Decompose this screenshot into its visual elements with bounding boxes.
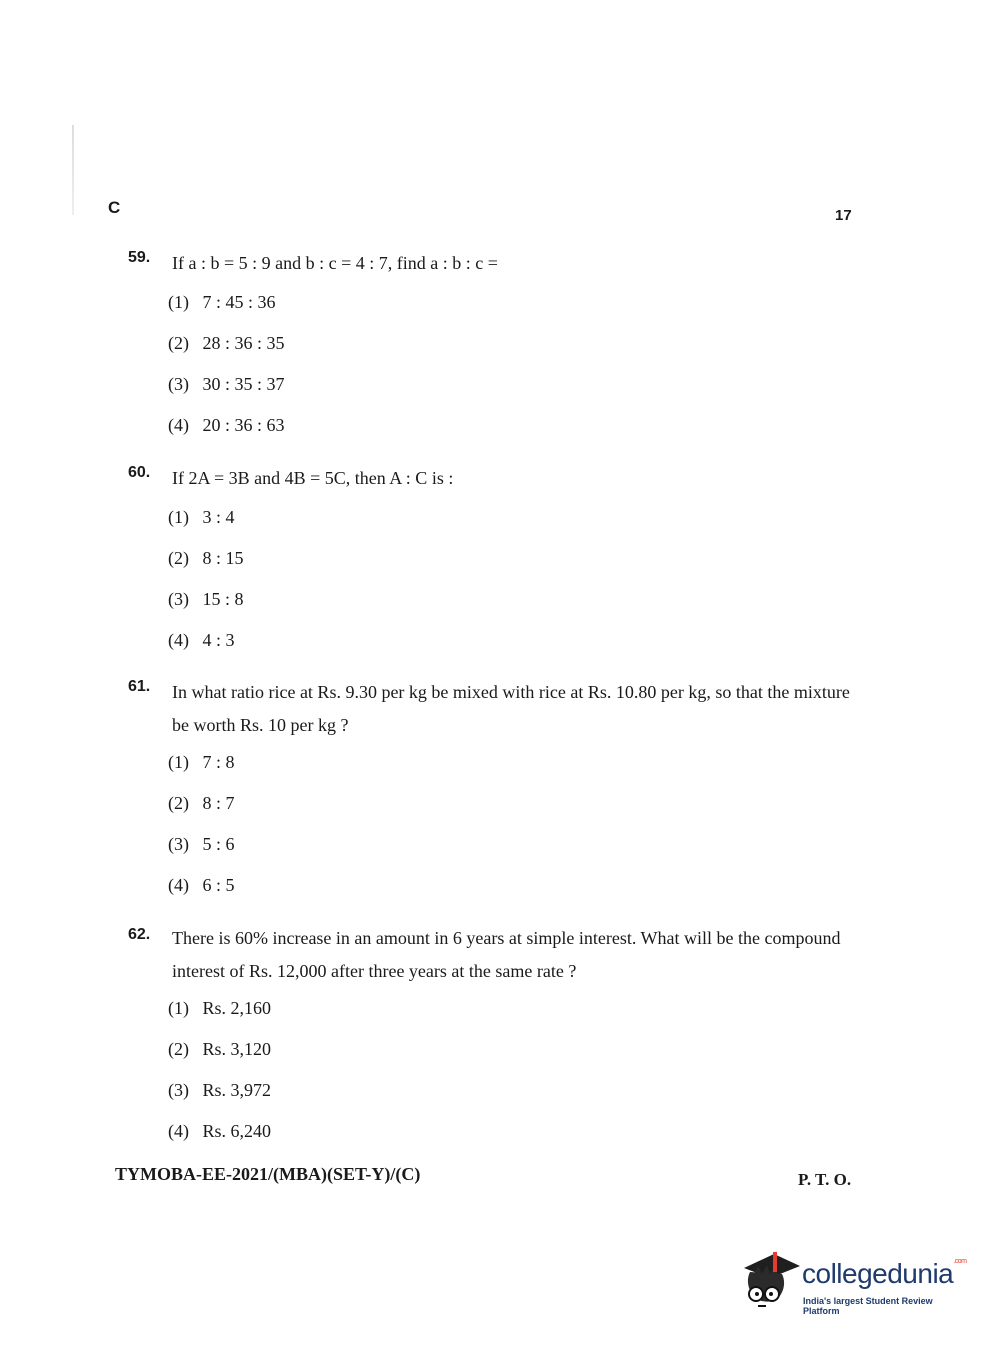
option [168,323,858,364]
option-number: (2) [168,1039,189,1059]
option-text: 7 : 45 : 36 [202,292,276,312]
student-mascot-icon [740,1250,800,1312]
option [168,1029,858,1070]
option-number: (1) [168,752,189,772]
option-number: (1) [168,292,189,312]
option [168,988,858,1029]
question-62 [128,922,858,1152]
option-number: (3) [168,1080,189,1100]
set-letter: C [108,198,121,217]
option [168,620,858,661]
question-number: 60. [128,464,151,481]
option [168,282,858,323]
question-number: 61. [128,678,151,695]
option-text: 8 : 15 [202,548,244,568]
page-number: 17 [835,207,852,224]
option-text: 5 : 6 [202,834,235,854]
option [168,497,858,538]
option-text: 15 : 8 [202,589,244,609]
option-number: (3) [168,374,189,394]
option-list [168,988,858,1152]
option-number: (4) [168,415,189,435]
option-text: 7 : 8 [202,752,235,772]
option [168,405,858,446]
option-number: (2) [168,333,189,353]
option-text: 3 : 4 [202,507,235,527]
option [168,364,858,405]
option-number: (3) [168,834,189,854]
paper-code: TYMOBA-EE-2021/(MBA)(SET-Y)/(C) [115,1164,421,1184]
option [168,1070,858,1111]
option-number: (1) [168,507,189,527]
option-text: 4 : 3 [202,630,235,650]
option [168,538,858,579]
option-text: Rs. 2,160 [202,998,272,1018]
option-number: (1) [168,998,189,1018]
collegedunia-logo [740,1250,970,1316]
question-number: 59. [128,249,151,266]
logo-tagline: India's largest Student Review Platform [803,1296,933,1316]
option [168,783,858,824]
option-text: 6 : 5 [202,875,235,895]
option-number: (4) [168,875,189,895]
option [168,824,858,865]
option-text: Rs. 6,240 [202,1121,272,1141]
option-number: (4) [168,630,189,650]
option-text: 20 : 36 : 63 [202,415,285,435]
question-59 [128,247,858,446]
question-number: 62. [128,926,151,943]
pto-label: P. T. O. [798,1170,852,1189]
option-list [168,742,858,906]
option-number: (4) [168,1121,189,1141]
option-list [168,497,858,661]
option [168,865,858,906]
option [168,742,858,783]
option-text: Rs. 3,120 [202,1039,272,1059]
option-text: 30 : 35 : 37 [202,374,285,394]
option [168,579,858,620]
option-text: Rs. 3,972 [202,1080,272,1100]
logo-suffix: .com [953,1258,967,1265]
question-text: In what ratio rice at Rs. 9.30 per kg be mixed with rice at Rs. 10.80 per kg, so that the mixture be worth Rs. 10 per kg ? [172,682,850,735]
option-number: (2) [168,548,189,568]
option-list [168,282,858,446]
scan-artifact [72,125,74,215]
option-text: 28 : 36 : 35 [202,333,285,353]
logo-wordmark: collegedunia$^{.com}$ [802,1258,967,1289]
option-number: (3) [168,589,189,609]
option-number: (2) [168,793,189,813]
question-60 [128,462,858,661]
question-text: If a : b = 5 : 9 and b : c = 4 : 7, find a : b : c = [172,253,498,273]
option [168,1111,858,1152]
option-text: 8 : 7 [202,793,235,813]
question-61 [128,676,858,906]
question-text: If 2A = 3B and 4B = 5C, then A : C is : [172,468,454,488]
question-text: There is 60% increase in an amount in 6 years at simple interest. What will be the compound interest of Rs. 12,000 after three years at the same rate ? [172,928,841,981]
